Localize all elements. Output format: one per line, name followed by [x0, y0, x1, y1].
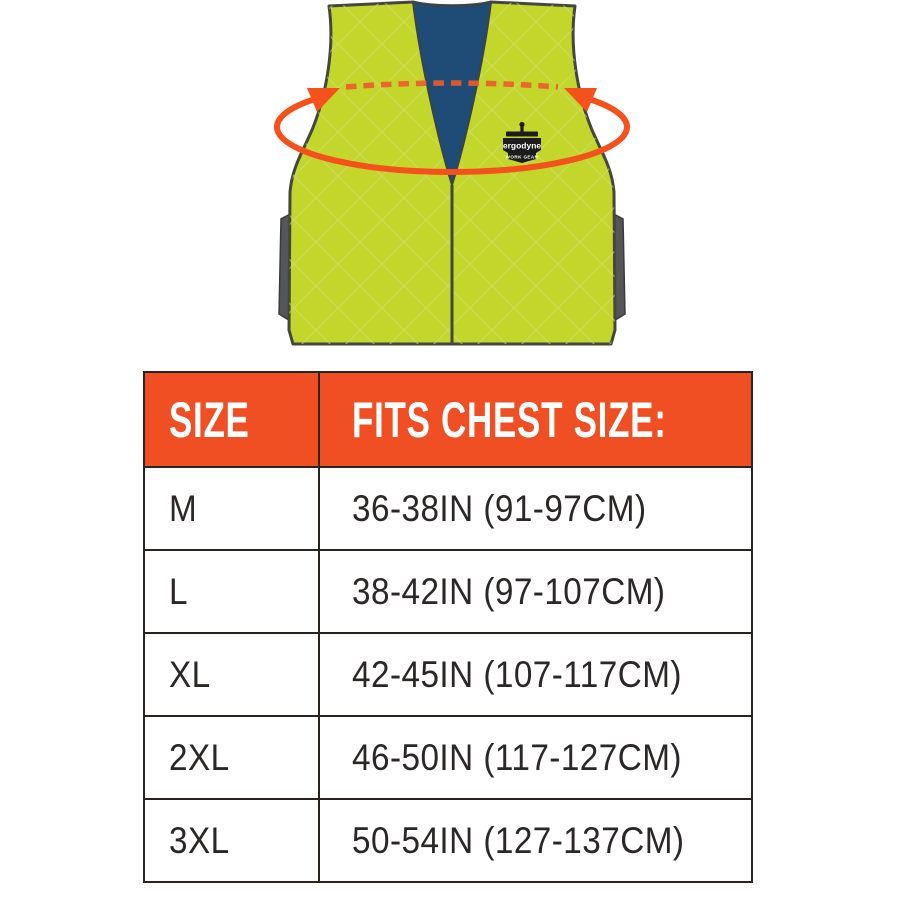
fits-chest-column-header-cell [319, 372, 752, 467]
size-cell: M [144, 467, 319, 550]
table-row-2xl [144, 716, 752, 799]
fits-cell: 50-54IN (127-137CM) [319, 799, 752, 882]
fits-cell: 46-50IN (117-127CM) [319, 716, 752, 799]
table-row-m [144, 467, 752, 550]
table-row-l [144, 550, 752, 633]
size-cell: L [144, 550, 319, 633]
size-cell: XL [144, 633, 319, 716]
size-chart-table [143, 371, 753, 883]
size-cell: 3XL [144, 799, 319, 882]
size-cell: 2XL [144, 716, 319, 799]
size-column-header-cell [144, 372, 319, 467]
badge-tagline-text: WORK GEAR [505, 154, 539, 160]
fits-cell: 42-45IN (107-117CM) [319, 633, 752, 716]
vest-illustration [250, 0, 654, 356]
table-row-3xl [144, 799, 752, 882]
header-row [144, 372, 752, 467]
fits-chest-column-header: FITS CHEST SIZE: [352, 391, 667, 448]
fits-cell: 38-42IN (97-107CM) [319, 550, 752, 633]
table-row-xl [144, 633, 752, 716]
badge-brand-text: ergodyne [502, 140, 542, 151]
size-column-header: SIZE [169, 391, 250, 448]
fits-cell: 36-38IN (91-97CM) [319, 467, 752, 550]
